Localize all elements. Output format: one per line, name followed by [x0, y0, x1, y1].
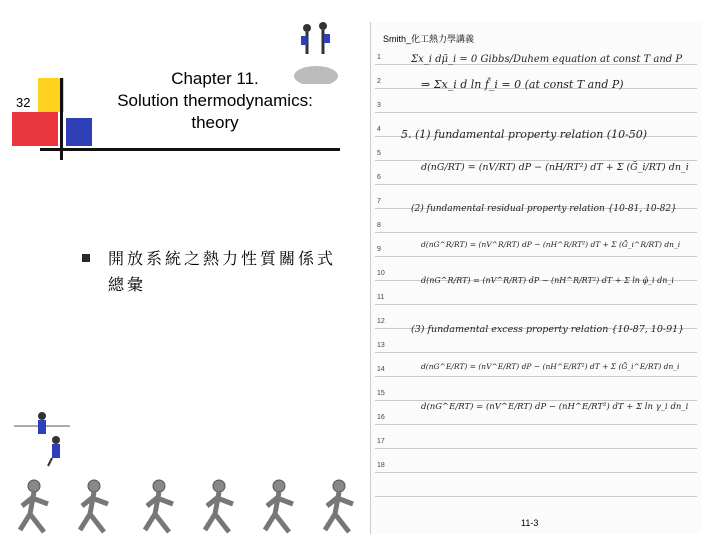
line-number: 15: [377, 390, 385, 397]
slide-number: 32: [16, 95, 31, 110]
ruled-line: [375, 400, 697, 401]
bullet-marker: [82, 254, 90, 262]
ruled-line: [375, 232, 697, 233]
ruled-line: [375, 304, 697, 305]
line-number: 14: [377, 366, 385, 373]
line-number: 13: [377, 342, 385, 349]
bullet-text: 開放系統之熱力性質關係式總彙: [108, 249, 337, 294]
line-number: 3: [377, 102, 381, 109]
line-number: 17: [377, 438, 385, 445]
equation-line: d(nG^R/RT) = (nV^R/RT) dP − (nH^R/RT²) dT + Σ (Ḡ_i^R/RT) dn_i: [421, 240, 681, 249]
equation-line: d(nG^E/RT) = (nV^E/RT) dP − (nH^E/RT²) dT + Σ ln γ_i dn_i: [421, 402, 689, 412]
equation-line: ⇒ Σx_i d ln f̂_i = 0 (at const T and P): [421, 78, 624, 91]
rope-climbers-illustration: [12, 408, 72, 468]
equation-line: d(nG^E/RT) = (nV^E/RT) dP − (nH^E/RT²) dT + Σ (Ḡ_i^E/RT) dn_i: [421, 362, 680, 371]
title-line-1: Chapter 11.: [171, 69, 259, 88]
line-number: 18: [377, 462, 385, 469]
line-number: 10: [377, 270, 385, 277]
line-number: 9: [377, 246, 381, 253]
line-number: 16: [377, 414, 385, 421]
section-heading: (2) fundamental residual property relation {10-81, 10-82}: [411, 204, 677, 214]
runners-decoration: [0, 470, 370, 540]
section-heading: 5. (1) fundamental property relation (10-50): [401, 128, 648, 141]
ruled-line: [375, 424, 697, 425]
decor-blue-square: [66, 118, 92, 146]
handwritten-notes-image: [370, 22, 701, 534]
line-number: 11: [377, 294, 385, 301]
line-number: 6: [377, 174, 381, 181]
equation-line: Σx_i dμ̄_i = 0 Gibbs/Duhem equation at const T and P: [411, 54, 683, 65]
slide-title: [100, 68, 330, 134]
ruled-line: [375, 496, 697, 497]
decor-red-square: [12, 112, 58, 146]
line-number: 8: [377, 222, 381, 229]
line-number: 1: [377, 54, 381, 61]
line-number: 4: [377, 126, 381, 133]
ruled-line: [375, 376, 697, 377]
ruled-line: [375, 112, 697, 113]
ruled-line: [375, 184, 697, 185]
ruled-line: [375, 160, 697, 161]
ruled-line: [375, 352, 697, 353]
title-line-3: theory: [191, 113, 239, 132]
decor-horizontal-line: [40, 148, 340, 151]
ruled-line: [375, 448, 697, 449]
ruled-line: [375, 256, 697, 257]
notes-header: Smith_化工熱力學講義: [383, 34, 475, 44]
title-line-2: Solution thermodynamics:: [117, 91, 313, 110]
equation-line: d(nG^R/RT) = (nV^R/RT) dP − (nH^R/RT²) dT + Σ ln φ̂_i dn_i: [421, 276, 674, 285]
ruled-line: [375, 472, 697, 473]
equation-line: d(nG/RT) = (nV/RT) dP − (nH/RT²) dT + Σ (Ḡ_i/RT) dn_i: [421, 162, 689, 173]
line-number: 7: [377, 198, 381, 205]
page-footer: 11-3: [521, 518, 539, 528]
line-number: 5: [377, 150, 381, 157]
line-number: 12: [377, 318, 385, 325]
section-heading: (3) fundamental excess property relation {10-87, 10-91}: [411, 324, 685, 335]
line-number: 2: [377, 78, 381, 85]
